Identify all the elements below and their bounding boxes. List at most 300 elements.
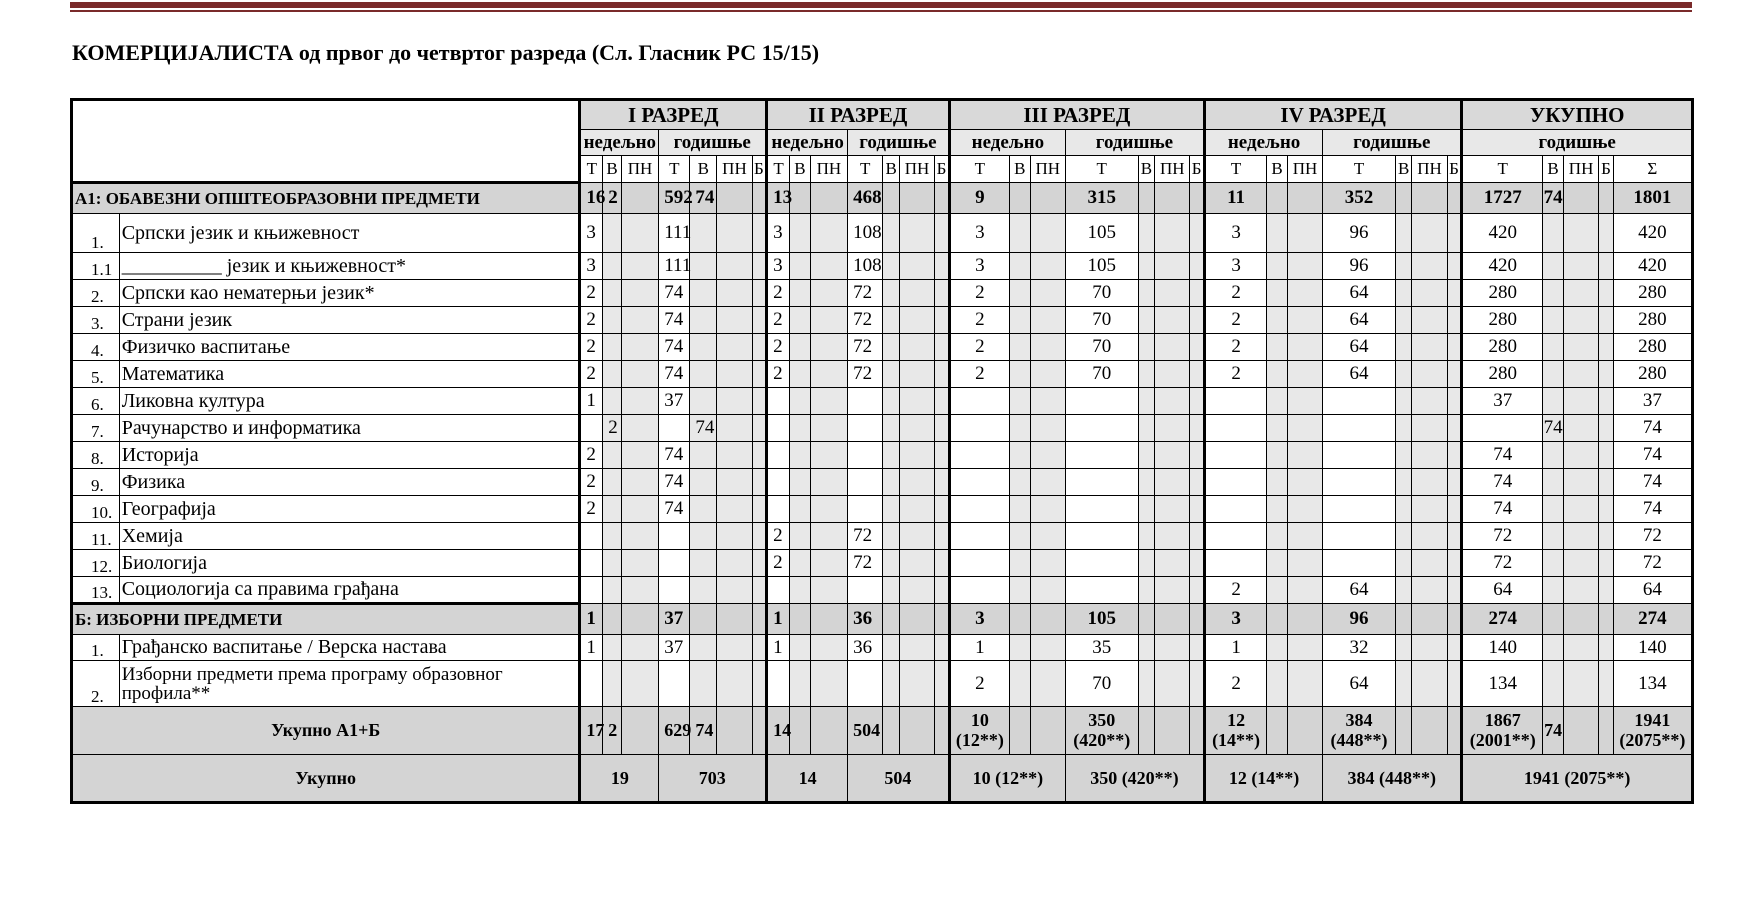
value-cell: 140 xyxy=(1462,635,1543,661)
value-cell xyxy=(1065,469,1138,496)
value-cell xyxy=(1138,550,1155,577)
value-cell xyxy=(1204,550,1266,577)
value-cell xyxy=(752,183,767,214)
value-cell: 2 xyxy=(1204,661,1266,707)
value-cell xyxy=(1287,214,1322,253)
value-cell xyxy=(789,661,810,707)
value-cell: 2 xyxy=(580,334,603,361)
value-cell xyxy=(621,214,658,253)
subject-name: Рачунарство и информатика xyxy=(119,415,580,442)
weekly-header: недељно xyxy=(949,130,1065,156)
value-cell: 74 xyxy=(659,442,690,469)
value-cell xyxy=(1287,496,1322,523)
value-cell: 280 xyxy=(1613,334,1692,361)
value-cell xyxy=(1287,523,1322,550)
column-header: Т xyxy=(1204,156,1266,183)
yearly-header: годишње xyxy=(1065,130,1204,156)
value-cell xyxy=(1155,334,1190,361)
value-cell xyxy=(1009,307,1030,334)
value-cell xyxy=(949,469,1009,496)
value-cell xyxy=(690,550,717,577)
value-cell xyxy=(789,604,810,635)
value-cell xyxy=(1543,550,1564,577)
value-cell xyxy=(1323,442,1396,469)
value-cell xyxy=(1009,496,1030,523)
value-cell xyxy=(1190,604,1205,635)
total-row xyxy=(72,755,1693,803)
value-cell: 134 xyxy=(1462,661,1543,707)
value-cell: 2 xyxy=(1204,334,1266,361)
value-cell xyxy=(659,577,690,604)
value-cell xyxy=(899,661,934,707)
column-header: ПН xyxy=(621,156,658,183)
value-cell: 96 xyxy=(1323,214,1396,253)
total-ab-row xyxy=(72,707,1693,755)
value-cell xyxy=(690,442,717,469)
subject-row xyxy=(72,361,1693,388)
value-cell xyxy=(1030,496,1065,523)
value-cell: 3 xyxy=(580,214,603,253)
value-cell xyxy=(1190,496,1205,523)
value-cell: 1 xyxy=(580,388,603,415)
column-header: Б xyxy=(1447,156,1462,183)
column-header: В xyxy=(690,156,717,183)
value-cell xyxy=(848,388,883,415)
value-cell xyxy=(789,214,810,253)
value-cell: 420 xyxy=(1462,253,1543,280)
total-ab-value: 17 xyxy=(580,707,603,755)
value-cell xyxy=(810,496,847,523)
value-cell xyxy=(1447,661,1462,707)
value-cell: 74 xyxy=(690,415,717,442)
value-cell: 2 xyxy=(603,415,622,442)
value-cell xyxy=(1599,307,1614,334)
value-cell xyxy=(1447,334,1462,361)
total-ab-value xyxy=(810,707,847,755)
value-cell xyxy=(603,550,622,577)
value-cell xyxy=(1030,214,1065,253)
value-cell xyxy=(1323,550,1396,577)
subject-row xyxy=(72,253,1693,280)
value-cell xyxy=(752,496,767,523)
value-cell xyxy=(810,214,847,253)
value-cell xyxy=(1599,577,1614,604)
value-cell xyxy=(580,661,603,707)
value-cell xyxy=(1138,214,1155,253)
value-cell xyxy=(935,661,950,707)
value-cell: 420 xyxy=(1613,214,1692,253)
value-cell xyxy=(883,361,900,388)
value-cell xyxy=(621,442,658,469)
value-cell xyxy=(1447,415,1462,442)
row-number: 10. xyxy=(72,496,120,523)
total-value: 504 xyxy=(848,755,950,803)
value-cell xyxy=(1009,214,1030,253)
value-cell xyxy=(899,415,934,442)
value-cell xyxy=(1138,307,1155,334)
value-cell xyxy=(1155,577,1190,604)
value-cell: 64 xyxy=(1323,334,1396,361)
total-ab-value: 74 xyxy=(1543,707,1564,755)
value-cell xyxy=(1412,253,1447,280)
weekly-header: недељно xyxy=(1204,130,1322,156)
value-cell xyxy=(1599,361,1614,388)
value-cell xyxy=(1287,661,1322,707)
value-cell xyxy=(1599,604,1614,635)
total-ab-value: 504 xyxy=(848,707,883,755)
value-cell: 2 xyxy=(767,280,790,307)
value-cell xyxy=(1138,523,1155,550)
total-ab-label: Укупно А1+Б xyxy=(72,707,580,755)
column-header: ПН xyxy=(899,156,934,183)
grade-header: IV РАЗРЕД xyxy=(1204,100,1461,130)
subject-name: Страни језик xyxy=(119,307,580,334)
value-cell xyxy=(1563,661,1598,707)
row-number: 1. xyxy=(72,635,120,661)
subject-row xyxy=(72,442,1693,469)
value-cell xyxy=(752,361,767,388)
value-cell xyxy=(1543,388,1564,415)
value-cell xyxy=(717,496,752,523)
value-cell: 2 xyxy=(580,307,603,334)
value-cell xyxy=(717,334,752,361)
value-cell xyxy=(717,307,752,334)
subject-name: Историја xyxy=(119,442,580,469)
value-cell xyxy=(767,469,790,496)
value-cell xyxy=(1009,183,1030,214)
value-cell xyxy=(1412,334,1447,361)
yearly-header: годишње xyxy=(848,130,950,156)
value-cell xyxy=(1138,442,1155,469)
value-cell xyxy=(789,307,810,334)
value-cell xyxy=(690,661,717,707)
subject-row xyxy=(72,415,1693,442)
value-cell xyxy=(935,280,950,307)
value-cell: 64 xyxy=(1323,661,1396,707)
value-cell xyxy=(899,388,934,415)
value-cell xyxy=(1447,253,1462,280)
value-cell xyxy=(1190,469,1205,496)
value-cell: 3 xyxy=(580,253,603,280)
value-cell xyxy=(1287,415,1322,442)
value-cell xyxy=(1563,253,1598,280)
value-cell xyxy=(899,635,934,661)
total-ab-value: 2 xyxy=(603,707,622,755)
value-cell xyxy=(621,523,658,550)
column-header: ПН xyxy=(1287,156,1322,183)
value-cell xyxy=(752,214,767,253)
value-cell xyxy=(621,361,658,388)
value-cell xyxy=(1447,604,1462,635)
value-cell xyxy=(883,388,900,415)
value-cell xyxy=(810,661,847,707)
value-cell xyxy=(883,415,900,442)
column-header: В xyxy=(1009,156,1030,183)
value-cell xyxy=(935,334,950,361)
row-number: 1.1 xyxy=(72,253,120,280)
value-cell xyxy=(1599,635,1614,661)
total-value: 12 (14**) xyxy=(1204,755,1322,803)
subject-row xyxy=(72,496,1693,523)
value-cell xyxy=(603,214,622,253)
value-cell xyxy=(1009,442,1030,469)
total-ab-value xyxy=(899,707,934,755)
row-number: 7. xyxy=(72,415,120,442)
value-cell xyxy=(1155,523,1190,550)
value-cell: 2 xyxy=(949,661,1009,707)
value-cell: 2 xyxy=(949,280,1009,307)
value-cell xyxy=(883,469,900,496)
value-cell xyxy=(1009,635,1030,661)
value-cell xyxy=(1395,635,1412,661)
value-cell: 74 xyxy=(1543,183,1564,214)
value-cell xyxy=(1267,388,1288,415)
value-cell xyxy=(949,388,1009,415)
value-cell xyxy=(1287,388,1322,415)
row-number: 4. xyxy=(72,334,120,361)
value-cell xyxy=(883,442,900,469)
value-cell xyxy=(1412,307,1447,334)
yearly-header: годишње xyxy=(1462,130,1693,156)
value-cell xyxy=(717,442,752,469)
value-cell: 2 xyxy=(949,361,1009,388)
total-ab-value xyxy=(1447,707,1462,755)
value-cell xyxy=(1190,550,1205,577)
value-cell xyxy=(690,635,717,661)
value-cell xyxy=(1287,635,1322,661)
value-cell xyxy=(1030,388,1065,415)
value-cell xyxy=(1543,577,1564,604)
value-cell: 72 xyxy=(848,280,883,307)
value-cell xyxy=(810,415,847,442)
value-cell xyxy=(1447,496,1462,523)
value-cell xyxy=(1155,661,1190,707)
value-cell xyxy=(789,577,810,604)
value-cell: 74 xyxy=(1462,469,1543,496)
subject-row xyxy=(72,307,1693,334)
value-cell xyxy=(621,469,658,496)
subject-row xyxy=(72,334,1693,361)
value-cell xyxy=(603,604,622,635)
value-cell xyxy=(1543,307,1564,334)
value-cell xyxy=(1009,577,1030,604)
column-header: Т xyxy=(1323,156,1396,183)
value-cell xyxy=(935,415,950,442)
value-cell xyxy=(1412,214,1447,253)
value-cell xyxy=(621,635,658,661)
value-cell xyxy=(1030,334,1065,361)
value-cell xyxy=(1155,183,1190,214)
value-cell xyxy=(1190,214,1205,253)
value-cell: 140 xyxy=(1613,635,1692,661)
value-cell xyxy=(1030,253,1065,280)
value-cell xyxy=(717,577,752,604)
value-cell xyxy=(1009,253,1030,280)
value-cell xyxy=(690,214,717,253)
subject-name: Социологија са правима грађана xyxy=(119,577,580,604)
total-ab-value: 74 xyxy=(690,707,717,755)
value-cell: 74 xyxy=(1543,415,1564,442)
value-cell: 72 xyxy=(1462,550,1543,577)
value-cell xyxy=(883,523,900,550)
value-cell xyxy=(717,361,752,388)
header-corner xyxy=(72,100,580,183)
value-cell xyxy=(767,442,790,469)
value-cell: 108 xyxy=(848,214,883,253)
value-cell: 280 xyxy=(1613,280,1692,307)
value-cell xyxy=(1447,550,1462,577)
value-cell: 72 xyxy=(1462,523,1543,550)
value-cell: 74 xyxy=(1613,496,1692,523)
column-header: Б xyxy=(1190,156,1205,183)
value-cell: 2 xyxy=(1204,361,1266,388)
value-cell: 2 xyxy=(767,523,790,550)
value-cell xyxy=(789,361,810,388)
value-cell xyxy=(1543,661,1564,707)
value-cell xyxy=(1412,442,1447,469)
value-cell xyxy=(935,214,950,253)
grade-header: II РАЗРЕД xyxy=(767,100,950,130)
column-header: Т xyxy=(767,156,790,183)
value-cell: 70 xyxy=(1065,280,1138,307)
value-cell xyxy=(621,577,658,604)
value-cell xyxy=(789,253,810,280)
value-cell xyxy=(1447,523,1462,550)
value-cell: 352 xyxy=(1323,183,1396,214)
value-cell xyxy=(621,661,658,707)
value-cell: 2 xyxy=(767,334,790,361)
value-cell xyxy=(1030,661,1065,707)
column-header: Т xyxy=(580,156,603,183)
subject-row xyxy=(72,661,1693,707)
total-ab-value: 1867 (2001**) xyxy=(1462,707,1543,755)
row-number: 2. xyxy=(72,661,120,707)
value-cell xyxy=(1138,280,1155,307)
value-cell xyxy=(1563,280,1598,307)
value-cell xyxy=(1030,550,1065,577)
value-cell xyxy=(1267,214,1288,253)
value-cell xyxy=(789,334,810,361)
value-cell xyxy=(1204,496,1266,523)
total-ab-value xyxy=(1190,707,1205,755)
value-cell xyxy=(1563,577,1598,604)
row-number: 6. xyxy=(72,388,120,415)
value-cell xyxy=(899,469,934,496)
value-cell: 3 xyxy=(767,253,790,280)
value-cell xyxy=(949,496,1009,523)
value-cell xyxy=(659,415,690,442)
value-cell xyxy=(935,183,950,214)
value-cell xyxy=(1563,361,1598,388)
column-header: В xyxy=(1395,156,1412,183)
row-number: 8. xyxy=(72,442,120,469)
value-cell xyxy=(848,415,883,442)
value-cell xyxy=(1155,635,1190,661)
value-cell xyxy=(935,635,950,661)
value-cell xyxy=(690,253,717,280)
document-title: КОМЕРЦИЈАЛИСТА од првог до четвртог разреда (Сл. Гласник РС 15/15) xyxy=(72,40,820,65)
value-cell xyxy=(1599,442,1614,469)
value-cell xyxy=(899,442,934,469)
value-cell xyxy=(1190,577,1205,604)
value-cell xyxy=(690,334,717,361)
value-cell xyxy=(810,550,847,577)
value-cell xyxy=(1543,253,1564,280)
value-cell: 72 xyxy=(848,307,883,334)
value-cell: 72 xyxy=(1613,550,1692,577)
value-cell xyxy=(1447,307,1462,334)
section-row xyxy=(72,604,1693,635)
value-cell xyxy=(935,523,950,550)
column-header: В xyxy=(789,156,810,183)
value-cell xyxy=(848,577,883,604)
column-header: ПН xyxy=(1412,156,1447,183)
value-cell xyxy=(1267,469,1288,496)
value-cell: 74 xyxy=(1462,496,1543,523)
value-cell xyxy=(1395,253,1412,280)
column-header: Т xyxy=(848,156,883,183)
value-cell: 74 xyxy=(659,307,690,334)
value-cell xyxy=(1009,388,1030,415)
column-header: ПН xyxy=(810,156,847,183)
value-cell: 134 xyxy=(1613,661,1692,707)
value-cell xyxy=(1065,442,1138,469)
value-cell xyxy=(883,604,900,635)
value-cell: 36 xyxy=(848,604,883,635)
value-cell xyxy=(1412,523,1447,550)
value-cell xyxy=(603,307,622,334)
value-cell xyxy=(1447,469,1462,496)
value-cell xyxy=(1267,550,1288,577)
subject-name: __________ језик и књижевност* xyxy=(119,253,580,280)
value-cell: 74 xyxy=(1462,442,1543,469)
total-ab-value: 10 (12**) xyxy=(949,707,1009,755)
value-cell: 37 xyxy=(659,635,690,661)
value-cell xyxy=(1138,604,1155,635)
value-cell: 280 xyxy=(1462,334,1543,361)
value-cell xyxy=(1204,442,1266,469)
value-cell: 3 xyxy=(1204,253,1266,280)
value-cell xyxy=(659,661,690,707)
value-cell xyxy=(1543,496,1564,523)
value-cell xyxy=(690,388,717,415)
value-cell xyxy=(752,661,767,707)
value-cell: 64 xyxy=(1462,577,1543,604)
value-cell xyxy=(1155,388,1190,415)
value-cell xyxy=(1190,523,1205,550)
value-cell xyxy=(810,388,847,415)
value-cell xyxy=(810,442,847,469)
value-cell xyxy=(1447,577,1462,604)
value-cell: 2 xyxy=(580,442,603,469)
value-cell xyxy=(767,661,790,707)
value-cell xyxy=(690,280,717,307)
value-cell: 105 xyxy=(1065,214,1138,253)
value-cell: 64 xyxy=(1323,307,1396,334)
value-cell: 280 xyxy=(1462,307,1543,334)
value-cell xyxy=(621,280,658,307)
value-cell: 11 xyxy=(1204,183,1266,214)
value-cell xyxy=(1030,442,1065,469)
value-cell: 35 xyxy=(1065,635,1138,661)
subject-name: Грађанско васпитање / Верска настава xyxy=(119,635,580,661)
section-row xyxy=(72,183,1693,214)
value-cell xyxy=(1599,469,1614,496)
value-cell xyxy=(1009,661,1030,707)
column-header: Т xyxy=(659,156,690,183)
subject-name: Биологија xyxy=(119,550,580,577)
value-cell: 1 xyxy=(949,635,1009,661)
